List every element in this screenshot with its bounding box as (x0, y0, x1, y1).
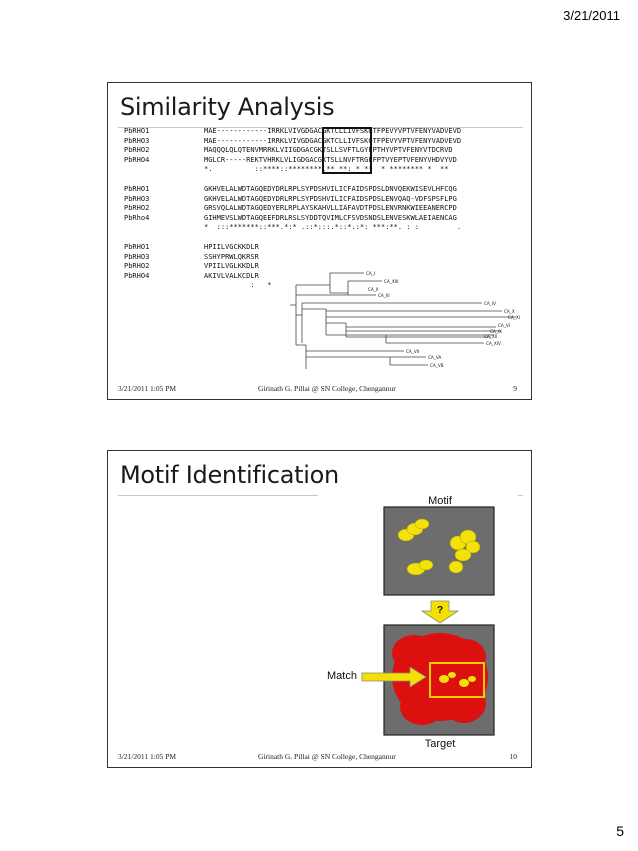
alignment-block (124, 185, 461, 233)
target-label: Target (424, 738, 456, 750)
motif-figure (318, 493, 518, 751)
sequence-residues: GKHVELALWDTAGQEDYDRLRPLSYPDSHVILICFAIDSPDSLENVQAQ-VDFSPSFLPG (204, 194, 457, 203)
sequence-residues: VPIILVGLKKDLR (204, 262, 259, 271)
motif-label: Motif (428, 495, 452, 507)
alignment-row (124, 156, 461, 166)
tree-leaf: CA_XIV (486, 341, 501, 346)
tree-leaf: CA_VII (406, 349, 420, 354)
sequence-name: PbRHO3 (124, 194, 150, 203)
sequence-residues: AKIVLVALKCDLR (204, 271, 259, 280)
tree-leaf: CA_VI (498, 323, 510, 328)
alignment-row (124, 185, 461, 195)
sequence-name (124, 281, 204, 291)
alignment-row (124, 243, 461, 253)
sequence-name: PbRHO1 (124, 127, 150, 135)
tree-leaf: CA_I (366, 271, 376, 276)
sequence-name: PbRHO4 (124, 155, 150, 164)
tree-leaf: CA_VA (428, 355, 442, 360)
alignment-row (124, 146, 461, 156)
tree-leaf: CA_II (368, 287, 379, 292)
highlight-box (322, 127, 372, 174)
tree-leaf: CA_III (378, 293, 390, 298)
alignment-row (124, 137, 461, 147)
sequence-residues: MAE------------IRRKLVIVGDGACGKTCLLIVFSKGTFPEVYVPTVFENYVADVEVD (204, 136, 462, 145)
sequence-residues: GIHMEVSLWDTAGQEEFDRLRSLSYDDTQVIMLCFSVDSNDSLENVESKWLAEIAENCAG (204, 213, 457, 222)
tree-leaf: CA_IV (484, 301, 496, 306)
page-number: 5 (616, 823, 624, 839)
sequence-residues: *. ::****::********.** **: * ** * ******** * ** (204, 165, 449, 174)
slide-title: Motif Identification (120, 461, 339, 489)
sequence-residues: MAQQQLQLQTENVMRRKLVIIGDGACGKTSLLSVFTLGYFPTHYVPTVFENYVTDCRVD (204, 146, 453, 155)
sequence-name: PbRHO1 (124, 242, 150, 251)
sequence-name: PbRHO3 (124, 136, 150, 145)
sequence-name: PbRHO4 (124, 271, 150, 280)
sequence-residues: GKHVELALWDTAGQEDYDRLRPLSYPDSHVILICFAIDSPDSLDNVQEKWISEVLHFCQG (204, 184, 457, 193)
sequence-residues: MAE------------IRRKLVIVGDGACGKTCLLIVFSKGTFPEVYVPTVFENYVADVEVD (204, 127, 462, 135)
slide-motif-identification (107, 450, 532, 768)
alignment-row (124, 204, 461, 214)
sequence-name: PbRHO2 (124, 262, 150, 271)
tree-leaf: CA_VB (430, 363, 444, 368)
slide-number: 10 (509, 752, 517, 761)
sequence-name: PbRHO2 (124, 204, 150, 213)
footer-author: Girinath G. Pillai @ SN College, Chengannur (258, 752, 396, 761)
alignment-row (124, 195, 461, 205)
tree-leaf: CA_X (504, 309, 515, 314)
sequence-residues: SSHYPRWLQKRSR (204, 252, 259, 261)
footer-date: 3/21/2011 1:05 PM (118, 752, 177, 761)
footer-author: Girinath G. Pillai @ SN College, Chengannur (258, 384, 396, 393)
sequence-residues: GRSVQLALWDTAGQEDYERLRPLAYSKAHVLLIAFAVDTPDSLENVRNKWIEEANERCPD (204, 204, 457, 213)
slide-number: 9 (513, 384, 517, 393)
sequence-name (124, 165, 204, 175)
alignment-row (124, 214, 461, 224)
alignment-row (124, 253, 461, 263)
alignment-row (124, 223, 461, 233)
sequence-name (124, 223, 204, 233)
sequence-residues: : * (204, 281, 272, 290)
slide-title: Similarity Analysis (120, 93, 335, 121)
alignment-row (124, 127, 461, 137)
sequence-residues: * :::*******::***.*:* .::*:::.*::*.:*: ***:**. : : . (204, 223, 462, 232)
tree-leaf: CA_XIII (384, 279, 399, 284)
alignment-block (124, 127, 461, 175)
alignment-row (124, 165, 461, 175)
sequence-residues: MGLCR-----REKTVHRKLVLIGDGACGKTSLLNVFTRGFFPTVYEPTVFENYVHDVYVD (204, 155, 457, 164)
tree-leaf: CA_XII (484, 334, 498, 339)
header-date: 3/21/2011 (563, 8, 620, 23)
sequence-residues: HPIILVGCKKDLR (204, 242, 259, 251)
tree-leaf: CA_IX (490, 329, 502, 334)
question-mark: ? (436, 605, 444, 616)
sequence-name: PbRHO1 (124, 184, 150, 193)
sequence-name: PbRHO2 (124, 146, 150, 155)
footer-date: 3/21/2011 1:05 PM (118, 384, 177, 393)
slide-similarity-analysis (107, 82, 532, 400)
phylogenetic-tree (286, 265, 526, 370)
match-label: Match (327, 670, 357, 682)
sequence-name: PbRHO3 (124, 252, 150, 261)
sequence-name: PbRho4 (124, 213, 150, 222)
tree-leaf: CA_XI (508, 315, 520, 320)
